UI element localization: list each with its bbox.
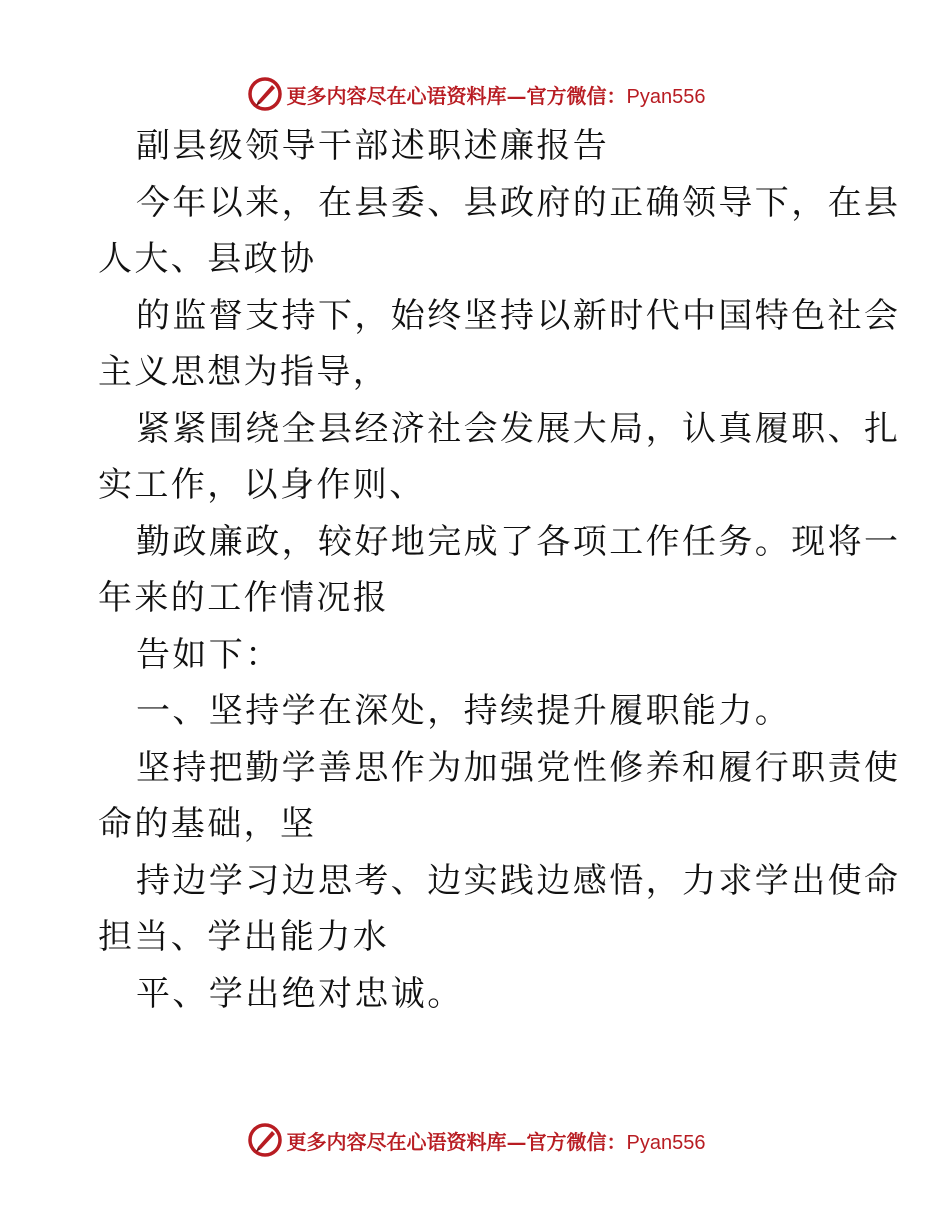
footer-banner — [0, 1118, 950, 1162]
pen-logo-icon — [245, 74, 285, 114]
paragraph-line: 告如下： — [136, 634, 282, 675]
document-body — [98, 118, 901, 1022]
paragraph-line: 命的基础，坚 — [98, 804, 317, 844]
section-heading: 一、坚持学在深处，持续提升履职能力。 — [136, 691, 792, 731]
header-banner-text: 更多内容尽在心语资料库—官方微信：Pyan556 — [286, 83, 706, 108]
paragraph-line: 年来的工作情况报 — [98, 578, 390, 618]
paragraph-line: 实工作，以身作则、 — [98, 465, 426, 505]
footer-banner-text: 更多内容尽在心语资料库—官方微信：Pyan556 — [286, 1129, 706, 1154]
paragraph-line: 的监督支持下，始终坚持以新时代中国特色社会 — [136, 295, 901, 336]
document-title: 副县级领导干部述职述廉报告 — [136, 126, 610, 166]
paragraph-line: 持边学习边思考、边实践边感悟，力求学出使命 — [136, 860, 901, 901]
header-banner — [0, 72, 950, 116]
pen-logo-icon — [245, 1120, 285, 1160]
paragraph-line: 平、学出绝对忠诚。 — [136, 973, 464, 1014]
paragraph-line: 勤政廉政，较好地完成了各项工作任务。现将一 — [136, 521, 901, 562]
paragraph-line: 坚持把勤学善思作为加强党性修养和履行职责使 — [136, 747, 901, 788]
paragraph-line: 担当、学出能力水 — [98, 917, 390, 957]
paragraph-line: 今年以来，在县委、县政府的正确领导下，在县 — [136, 182, 901, 223]
paragraph-line: 主义思想为指导， — [98, 352, 390, 392]
paragraph-line: 人大、县政协 — [98, 239, 317, 279]
paragraph-line: 紧紧围绕全县经济社会发展大局，认真履职、扎 — [136, 408, 901, 449]
